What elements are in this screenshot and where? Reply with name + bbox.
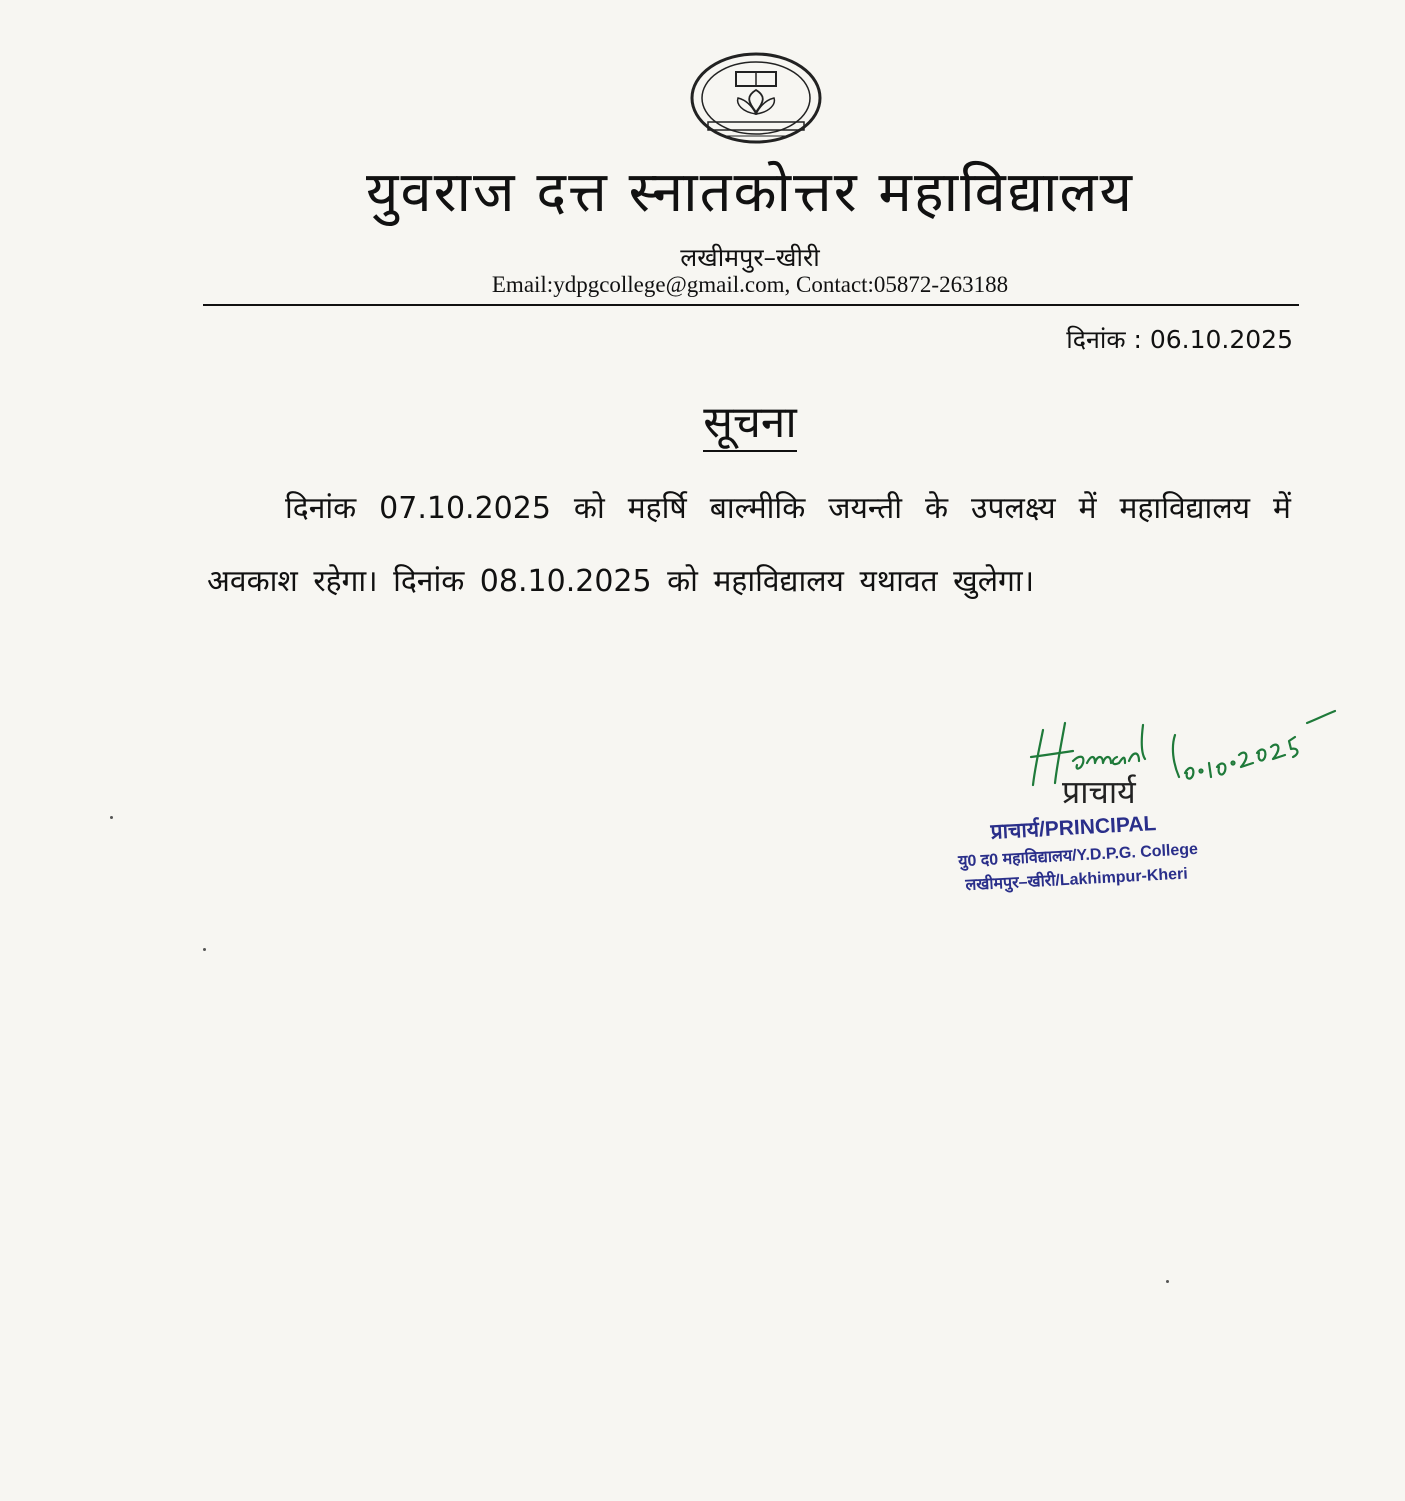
paper-speck	[1166, 1280, 1169, 1283]
paper-speck	[110, 816, 113, 819]
college-emblem-icon	[686, 52, 826, 152]
paper-speck	[203, 948, 206, 951]
principal-stamp	[948, 804, 1252, 896]
college-city: लखीमपुर–खीरी	[680, 243, 820, 272]
header-divider	[203, 304, 1299, 306]
college-contact: Email:ydpgcollege@gmail.com, Contact:05872-263188	[491, 272, 1009, 297]
notice-title-text: सूचना	[703, 397, 797, 452]
college-name: युवराज दत्त स्नातकोत्तर महाविद्यालय	[365, 160, 1135, 225]
stamp-location: लखीमपुर–खीरी/Lakhimpur-Kheri	[965, 865, 1189, 895]
notice-date: दिनांक : 06.10.2025	[1066, 325, 1293, 354]
notice-body: दिनांक 07.10.2025 को महर्षि बाल्मीकि जयन्ती के उपलक्ष्य में महाविद्यालय में अवकाश रहेगा। दिनांक 08.10.2025 को महाविद्यालय यथावत खुलेगा।	[207, 491, 1291, 599]
notice-title	[600, 390, 900, 450]
stamp-title: प्राचार्य/PRINCIPAL	[990, 812, 1157, 844]
stamp-college: यु0 द0 महाविद्यालय/Y.D.P.G. College	[957, 840, 1199, 871]
principal-caption: प्राचार्य	[1062, 773, 1136, 811]
